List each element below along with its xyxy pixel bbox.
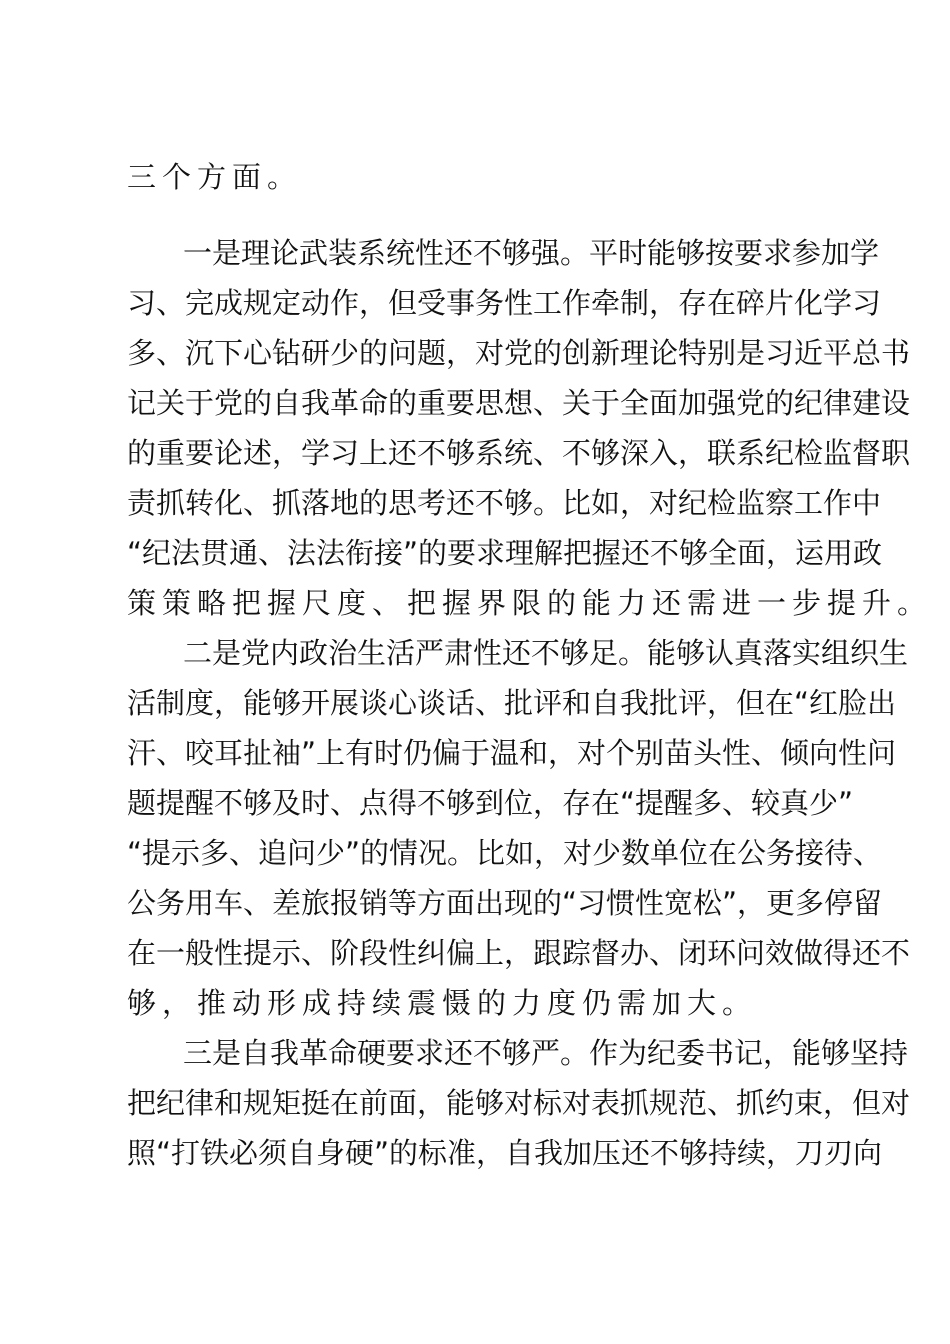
text-line: 够，推动形成持续震慑的力度仍需加大。 — [127, 986, 758, 1020]
text-line: 在一般性提示、阶段性纠偏上，跟踪督办、闭环问效做得还不 — [127, 936, 911, 970]
text-line: “提示多、追问少”的情况。比如，对少数单位在公务接待、 — [127, 836, 883, 870]
text-line: 一是理论武装系统性还不够强。平时能够按要求参加学 — [183, 236, 880, 270]
text-line: 多、沉下心钻研少的问题，对党的创新理论特别是习近平总书 — [127, 336, 911, 370]
text-line: 照“打铁必须自身硬”的标准，自我加压还不够持续，刀刃向 — [127, 1136, 883, 1170]
text-line: 责抓转化、抓落地的思考还不够。比如，对纪检监察工作中 — [127, 486, 882, 520]
text-line: 把纪律和规矩挺在前面，能够对标对表抓规范、抓约束，但对 — [127, 1086, 911, 1120]
text-line: 策策略把握尺度、把握界限的能力还需进一步提升。 — [127, 586, 933, 620]
text-line: 汗、咬耳扯袖”上有时仍偏于温和，对个别苗头性、倾向性问 — [127, 736, 897, 770]
text-line: 二是党内政治生活严肃性还不够足。能够认真落实组织生 — [183, 636, 909, 670]
text-line: 的重要论述，学习上还不够系统、不够深入，联系纪检监督职 — [127, 436, 911, 470]
text-line: 活制度，能够开展谈心谈话、批评和自我批评，但在“红脸出 — [127, 686, 897, 720]
text-line: 三是自我革命硬要求还不够严。作为纪委书记，能够坚持 — [183, 1036, 909, 1070]
text-line: 公务用车、差旅报销等方面出现的“习惯性宽松”，更多停留 — [127, 886, 883, 920]
text-line: 习、完成规定动作，但受事务性工作牵制，存在碎片化学习 — [127, 286, 882, 320]
text-line: “纪法贯通、法法衔接”的要求理解把握还不够全面，运用政 — [127, 536, 883, 570]
text-line: 记关于党的自我革命的重要思想、关于全面加强党的纪律建设 — [127, 386, 911, 420]
text-line: 三个方面。 — [127, 160, 303, 194]
text-line: 题提醒不够及时、点得不够到位，存在“提醒多、较真少” — [127, 786, 854, 820]
